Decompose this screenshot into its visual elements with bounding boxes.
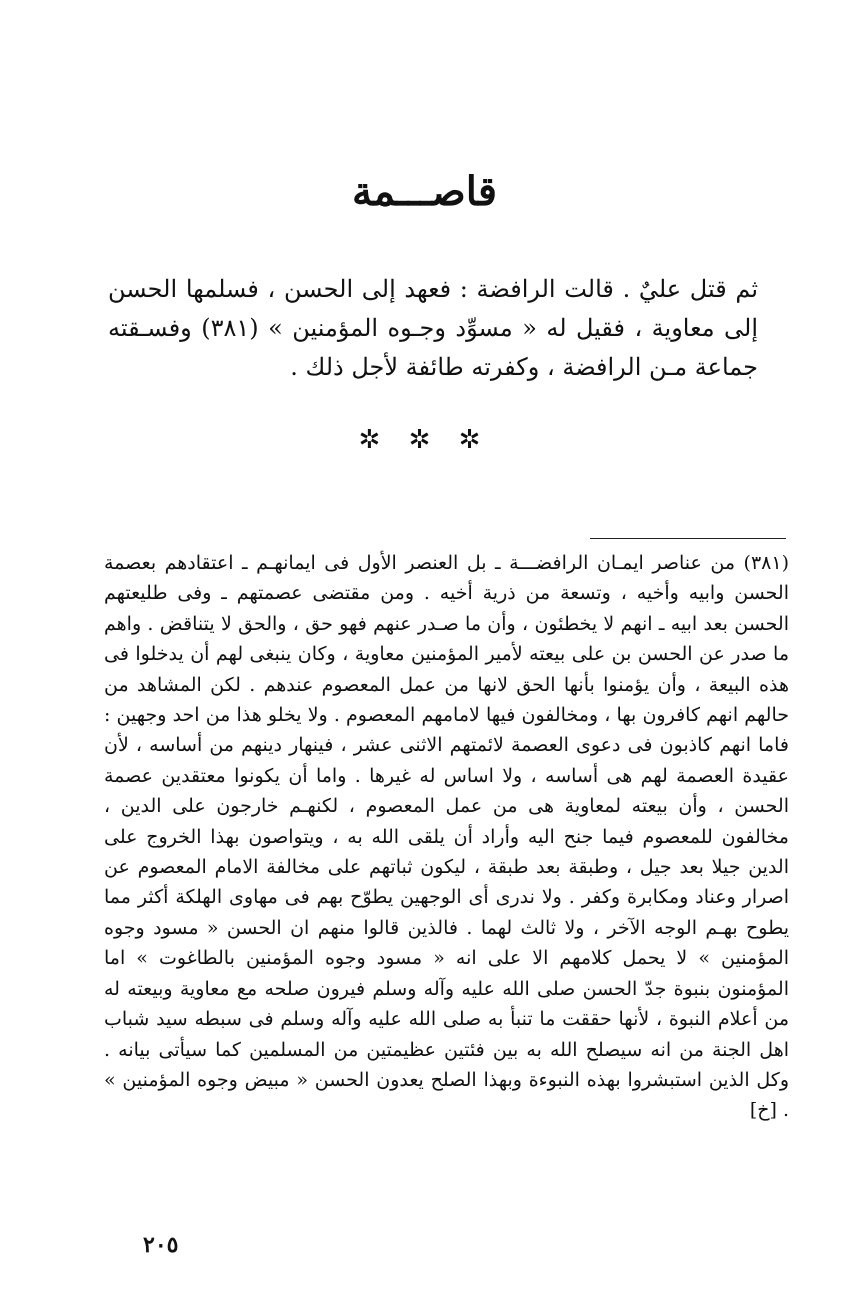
main-text-block	[108, 270, 758, 387]
page-number: ٢٠٥	[143, 1232, 179, 1258]
footnote-381: (٣٨١) من عناصر ايمـان الرافضـــة ـ بل العنصر الأول فى ايمانهـم ـ اعتقادهم بعصمة الحسن وابيه وأخيه ، وتسعة من ذرية أخيه . ومن مقتضى عصمتهم ـ وفى طليعتهم الحسن بعد ابيه ـ انهم لا يخطئون ، وأن ما صـدر عنهم فهو حق ، والحق لا يتناقض . واهم ما صدر عن الحسن بن على بيعته لأمير المؤمنين معاوية ، وكان ينبغى لهم أن يدخلوا فى هذه البيعة ، وأن يؤمنوا بأنها الحق لانها من عمل المعصوم عندهم . لكن المشاهد من حالهم انهم كافرون بها ، ومخالفون فيها لامامهم المعصوم . ولا يخلو هذا من احد وجهين : فاما انهم كاذبون فى دعوى العصمة لائمتهم الاثنى عشر ، فينهار دينهم من أساسه ، لأن عقيدة العصمة لهم هى أساسه ، ولا اساس له غيرها . واما أن يكونوا معتقدين عصمة الحسن ، وأن بيعته لمعاوية هى من عمل المعصوم ، لكنهـم خارجون على الدين ، مخالفون للمعصوم فيما جنح اليه وأراد أن يلقى الله به ، ويتواصون بهذا الخروج على الدين جيلا بعد جيل ، وطبقة بعد طبقة ، ليكون ثباتهم على مخالفة الامام المعصوم عن اصرار وعناد ومكابرة وكفر . ولا ندرى أى الوجهين يطوّح بهم فى مهاوى الهلكة أكثر مما يطوح بهـم الوجه الآخر ، ولا ثالث لهما . فالذين قالوا منهم ان الحسن « مسود وجوه المؤمنين » لا يحمل كلامهم الا على انه « مسود وجوه المؤمنين بالطاغوت » اما المؤمنون بنبوة جدّ الحسن صلى الله عليه وآله وسلم فيرون صلحه مع معاوية وبيعته له من أعلام النبوة ، لأنها حققت ما تنبأ به صلى الله عليه وآله وسلم فى سبطه سيد شباب اهل الجنة من انه سيصلح الله به بين فئتين عظيمتين من المسلمين كما سيأتى بيانه . وكل الذين استبشروا بهذه النبوءة وبهذا الصلح يعدون الحسن « مبيض وجوه المؤمنين » . [خ]	[104, 552, 790, 1122]
page-title: قاصـــمة	[352, 168, 497, 215]
footnote-divider	[590, 538, 786, 539]
section-separator: ✲ ✲ ✲	[358, 425, 491, 455]
body-paragraph: ثم قتل عليٌ . قالت الرافضة : فعهد إلى الحسن ، فسلمها الحسن إلى معاوية ، فقيل له « مسوِّد وجـوه المؤمنين » (٣٨١) وفسـقته جماعة مـن الرافضة ، وكفرته طائفة لأجل ذلك .	[108, 275, 758, 381]
footnote-block	[104, 548, 789, 1126]
